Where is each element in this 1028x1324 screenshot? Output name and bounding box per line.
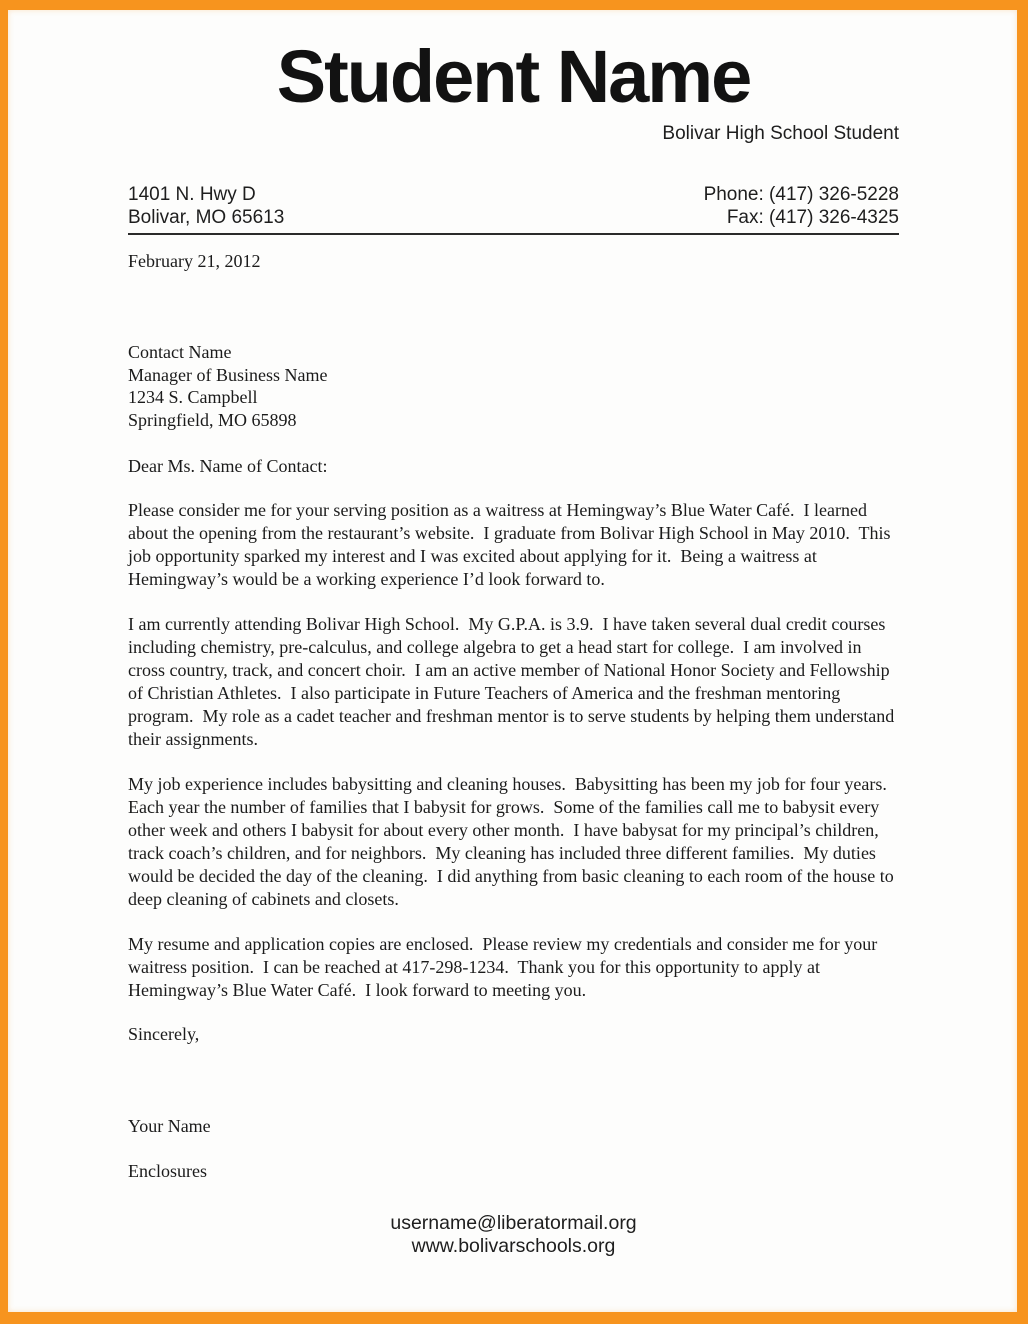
school-tagline: Bolivar High School Student [662, 123, 899, 144]
recipient-block [128, 341, 899, 431]
recipient-city: Springfield, MO 65898 [128, 409, 297, 430]
recipient-title: Manager of Business Name [128, 364, 328, 385]
closing: Sincerely, [128, 1024, 200, 1044]
paragraph-academics: I am currently attending Bolivar High School. My G.P.A. is 3.9. I have taken several dual credit courses including chemistry, pre-calculus, and college algebra to get a head start for college. I am involved in cross country, track, and concert choir. I am an active member of National Honor Society and Fellowship of Christian Athletes. I also participate in Future Teachers of America and the freshman mentoring program. My role as a cadet teacher and freshman mentor is to serve students by helping them understand their assignments. [128, 614, 899, 749]
footer [128, 1212, 899, 1258]
footer-website: www.bolivarschools.org [411, 1235, 616, 1257]
recipient-street: 1234 S. Campbell [128, 387, 258, 407]
fax-number: Fax: (417) 326-4325 [726, 206, 899, 228]
paragraph-closing: My resume and application copies are enclosed. Please review my credentials and consider me for your waitress position. I can be reached at 417-298-1234. Thank you for this opportunity to apply at Hemingway’s Blue Water Café. I look forward to meeting you. [128, 934, 882, 1000]
paragraph-intro: Please consider me for your serving position as a waitress at Hemingway’s Blue Water Café. I learned about the opening from the restaurant’s website. I graduate from Bolivar High School in May 2010. This job opportunity sparked my interest and I was excited about applying for it. Being a waitress at Hemingway’s would be a working experience I’d look forward to. [128, 500, 896, 589]
paragraph-experience: My job experience includes babysitting and cleaning houses. Babysitting has been my job for four years. Each year the number of families that I babysit for grows. Some of the families call me to babysit every other week and others I babysit for about every other month. I have babysat for my principal’s children, track coach’s children, and for neighbors. My cleaning has included three different families. My duties would be decided the day of the cleaning. I did anything from basic cleaning to each room of the house to deep cleaning of cabinets and closets. [128, 774, 899, 909]
address-block [128, 184, 899, 229]
letter-date: February 21, 2012 [128, 251, 261, 271]
student-name-title: Student Name [276, 35, 751, 118]
contact-numbers [704, 184, 899, 229]
letter-document [8, 10, 1017, 1312]
enclosures-note: Enclosures [128, 1161, 207, 1181]
recipient-name: Contact Name [128, 342, 232, 362]
letter-content [8, 35, 1017, 1258]
city-state-zip: Bolivar, MO 65613 [128, 206, 285, 228]
phone-number: Phone: (417) 326-5228 [703, 184, 899, 205]
signature-name: Your Name [128, 1116, 211, 1136]
header-divider [128, 233, 899, 235]
salutation: Dear Ms. Name of Contact: [128, 456, 328, 476]
street-address: 1401 N. Hwy D [128, 184, 256, 205]
sender-address [128, 184, 284, 229]
footer-email: username@liberatormail.org [390, 1212, 637, 1234]
